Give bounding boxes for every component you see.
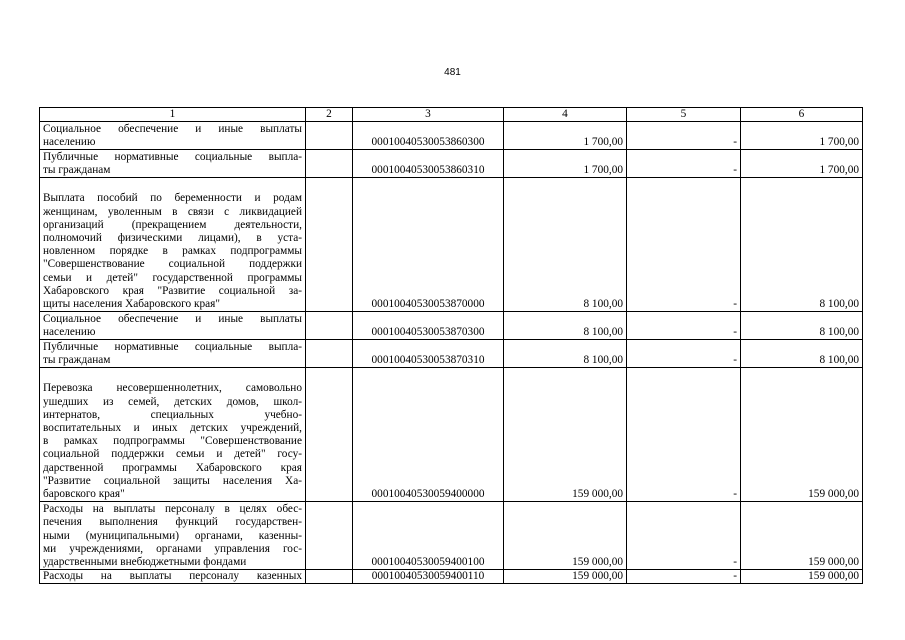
description-line: в рамках подпрограммы "Совершенствование bbox=[43, 435, 302, 448]
row-amount-col4: 159 000,00 bbox=[504, 570, 627, 584]
row-code: 00010040530059400000 bbox=[353, 368, 504, 502]
description-line: щиты населения Хабаровского края" bbox=[43, 298, 220, 310]
description-line: ушедших из семей, детских домов, школ- bbox=[43, 395, 302, 408]
row-amount-col6: 8 100,00 bbox=[741, 340, 863, 368]
description-line: Расходы на выплаты персоналу казенных bbox=[43, 570, 302, 583]
row-amount-col6: 159 000,00 bbox=[741, 368, 863, 502]
row-col2 bbox=[306, 340, 353, 368]
row-amount-col5: - bbox=[627, 570, 741, 584]
row-amount-col4: 159 000,00 bbox=[504, 368, 627, 502]
row-amount-col5: - bbox=[627, 502, 741, 570]
table-row bbox=[40, 178, 863, 312]
description-line: Расходы на выплаты персоналу в целях обес- bbox=[43, 503, 302, 516]
row-amount-col5: - bbox=[627, 340, 741, 368]
column-header: 5 bbox=[627, 108, 741, 122]
description-line: Публичные нормативные социальные выпла- bbox=[43, 340, 302, 353]
row-description bbox=[40, 150, 306, 178]
description-line: воспитательных и иных детских учреждений, bbox=[43, 421, 302, 434]
row-amount-col6: 1 700,00 bbox=[741, 150, 863, 178]
row-amount-col4: 159 000,00 bbox=[504, 502, 627, 570]
row-amount-col5: - bbox=[627, 178, 741, 312]
row-description bbox=[40, 502, 306, 570]
table-row bbox=[40, 340, 863, 368]
row-amount-col6: 8 100,00 bbox=[741, 178, 863, 312]
description-line: ми учреждениями, органами управления гос- bbox=[43, 542, 302, 555]
row-amount-col4: 8 100,00 bbox=[504, 312, 627, 340]
description-line: баровского края" bbox=[43, 488, 125, 500]
description-line: Социальное обеспечение и иные выплаты bbox=[43, 312, 302, 325]
row-amount-col6: 8 100,00 bbox=[741, 312, 863, 340]
row-col2 bbox=[306, 122, 353, 150]
description-line: ты гражданам bbox=[43, 164, 111, 176]
description-line: ными (муниципальными) органами, казенны- bbox=[43, 529, 302, 542]
table-header-row bbox=[40, 108, 863, 122]
row-col2 bbox=[306, 150, 353, 178]
row-col2 bbox=[306, 570, 353, 584]
table-row bbox=[40, 368, 863, 502]
row-code: 00010040530053860300 bbox=[353, 122, 504, 150]
column-header: 6 bbox=[741, 108, 863, 122]
row-col2 bbox=[306, 502, 353, 570]
page-number: 481 bbox=[444, 67, 461, 78]
description-line: семьи и детей" государственной программы bbox=[43, 271, 302, 284]
description-line: организаций (прекращением деятельности, bbox=[43, 218, 302, 231]
description-line: дарственной программы Хабаровского края bbox=[43, 461, 302, 474]
row-code: 00010040530053860310 bbox=[353, 150, 504, 178]
description-line: Выплата пособий по беременности и родам bbox=[43, 192, 302, 205]
column-header: 1 bbox=[40, 108, 306, 122]
table-row bbox=[40, 570, 863, 584]
row-code: 00010040530059400110 bbox=[353, 570, 504, 584]
row-amount-col5: - bbox=[627, 150, 741, 178]
description-line: Социальное обеспечение и иные выплаты bbox=[43, 122, 302, 135]
row-description bbox=[40, 368, 306, 502]
row-amount-col5: - bbox=[627, 368, 741, 502]
row-code: 00010040530053870300 bbox=[353, 312, 504, 340]
description-line: новленном порядке в рамках подпрограммы bbox=[43, 245, 302, 258]
description-line: ты гражданам bbox=[43, 354, 111, 366]
description-line: социальной поддержки семьи и детей" госу- bbox=[43, 448, 302, 461]
row-code: 00010040530053870310 bbox=[353, 340, 504, 368]
row-amount-col5: - bbox=[627, 122, 741, 150]
description-line: населению bbox=[43, 136, 96, 148]
description-line: женщинам, уволенным в связи с ликвидацией bbox=[43, 205, 302, 218]
description-line: Публичные нормативные социальные выпла- bbox=[43, 150, 302, 163]
column-header: 4 bbox=[504, 108, 627, 122]
row-amount-col4: 1 700,00 bbox=[504, 150, 627, 178]
row-amount-col6: 159 000,00 bbox=[741, 502, 863, 570]
row-description bbox=[40, 340, 306, 368]
row-description bbox=[40, 570, 306, 584]
row-description bbox=[40, 312, 306, 340]
description-line: ударственными внебюджетными фондами bbox=[43, 556, 247, 568]
row-amount-col4: 8 100,00 bbox=[504, 178, 627, 312]
description-line: печения выполнения функций государствен- bbox=[43, 516, 302, 529]
description-line: "Развитие социальной защиты населения Ха- bbox=[43, 474, 302, 487]
row-amount-col4: 8 100,00 bbox=[504, 340, 627, 368]
description-line: "Совершенствование социальной поддержки bbox=[43, 258, 302, 271]
row-amount-col4: 1 700,00 bbox=[504, 122, 627, 150]
row-description bbox=[40, 122, 306, 150]
budget-table-body bbox=[40, 108, 863, 584]
row-col2 bbox=[306, 178, 353, 312]
table-row bbox=[40, 502, 863, 570]
row-description bbox=[40, 178, 306, 312]
budget-table bbox=[39, 107, 863, 584]
column-header: 2 bbox=[306, 108, 353, 122]
table-row bbox=[40, 312, 863, 340]
row-amount-col6: 1 700,00 bbox=[741, 122, 863, 150]
row-amount-col5: - bbox=[627, 312, 741, 340]
row-col2 bbox=[306, 312, 353, 340]
description-line: Хабаровского края "Развитие социальной за- bbox=[43, 284, 302, 297]
column-header: 3 bbox=[353, 108, 504, 122]
description-line: полномочий физическими лицами), в уста- bbox=[43, 231, 302, 244]
row-amount-col6: 159 000,00 bbox=[741, 570, 863, 584]
row-code: 00010040530059400100 bbox=[353, 502, 504, 570]
table-row bbox=[40, 150, 863, 178]
row-col2 bbox=[306, 368, 353, 502]
row-code: 00010040530053870000 bbox=[353, 178, 504, 312]
description-line: Перевозка несовершеннолетних, самовольно bbox=[43, 382, 302, 395]
table-row bbox=[40, 122, 863, 150]
description-line: интернатов, специальных учебно- bbox=[43, 408, 302, 421]
description-line: населению bbox=[43, 326, 96, 338]
